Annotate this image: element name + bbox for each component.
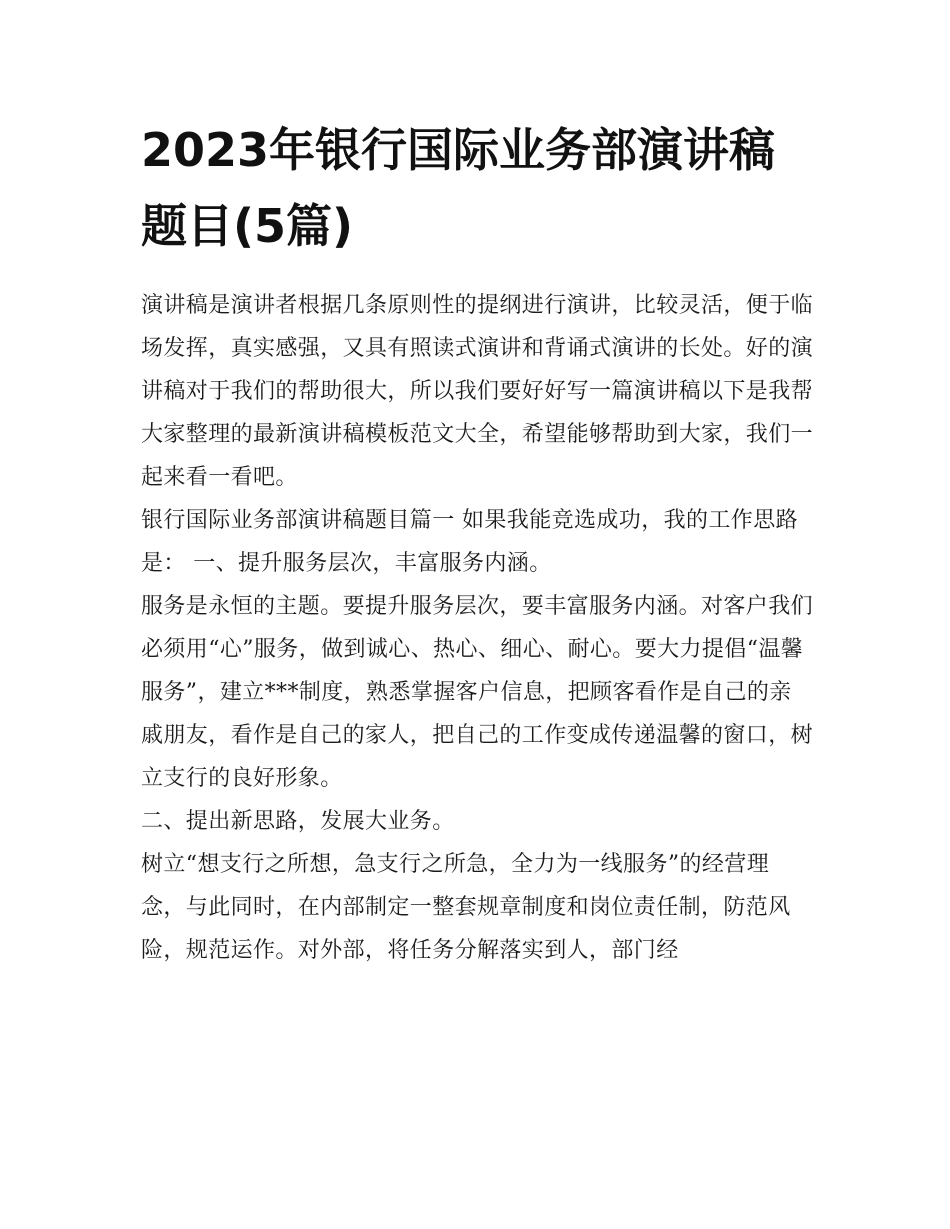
document-content: [141, 112, 813, 972]
document-title: 2023年银行国际业务部演讲稿题目(5篇): [141, 123, 776, 253]
paragraph-intro: 演讲稿是演讲者根据几条原则性的提纲进行演讲，比较灵活，便于临场发挥，真实感强，又具有照读式演讲和背诵式演讲的长处。好的演讲稿对于我们的帮助很大，所以我们要好好写一篇演讲稿以下是我帮大家整理的最新演讲稿模板范文大全，希望能够帮助到大家，我们一起来看一看吧。: [141, 293, 814, 490]
paragraph-section-two: 二、提出新思路，发展大业务。: [141, 809, 455, 834]
paragraph-concept: 树立“想支行之所想，急支行之所急，全力为一线服务”的经营理念，与此同时，在内部制定一整套规章制度和岗位责任制，防范风险，规范运作。对外部，将任务分解落实到人，部门经: [141, 852, 791, 963]
paragraph-section-one: 银行国际业务部演讲稿题目篇一 如果我能竞选成功，我的工作思路是： 一、提升服务层次，丰富服务内涵。: [141, 508, 798, 576]
paragraph-service: 服务是永恒的主题。要提升服务层次，要丰富服务内涵。对客户我们必须用“心”服务，做到诚心、热心、细心、耐心。要大力提倡“温馨服务”，建立***制度，熟悉掌握客户信息，把顾客看作是自己的亲戚朋友，看作是自己的家人，把自己的工作变成传递温馨的窗口，树立支行的良好形象。: [141, 594, 814, 791]
document-body: [141, 284, 813, 972]
